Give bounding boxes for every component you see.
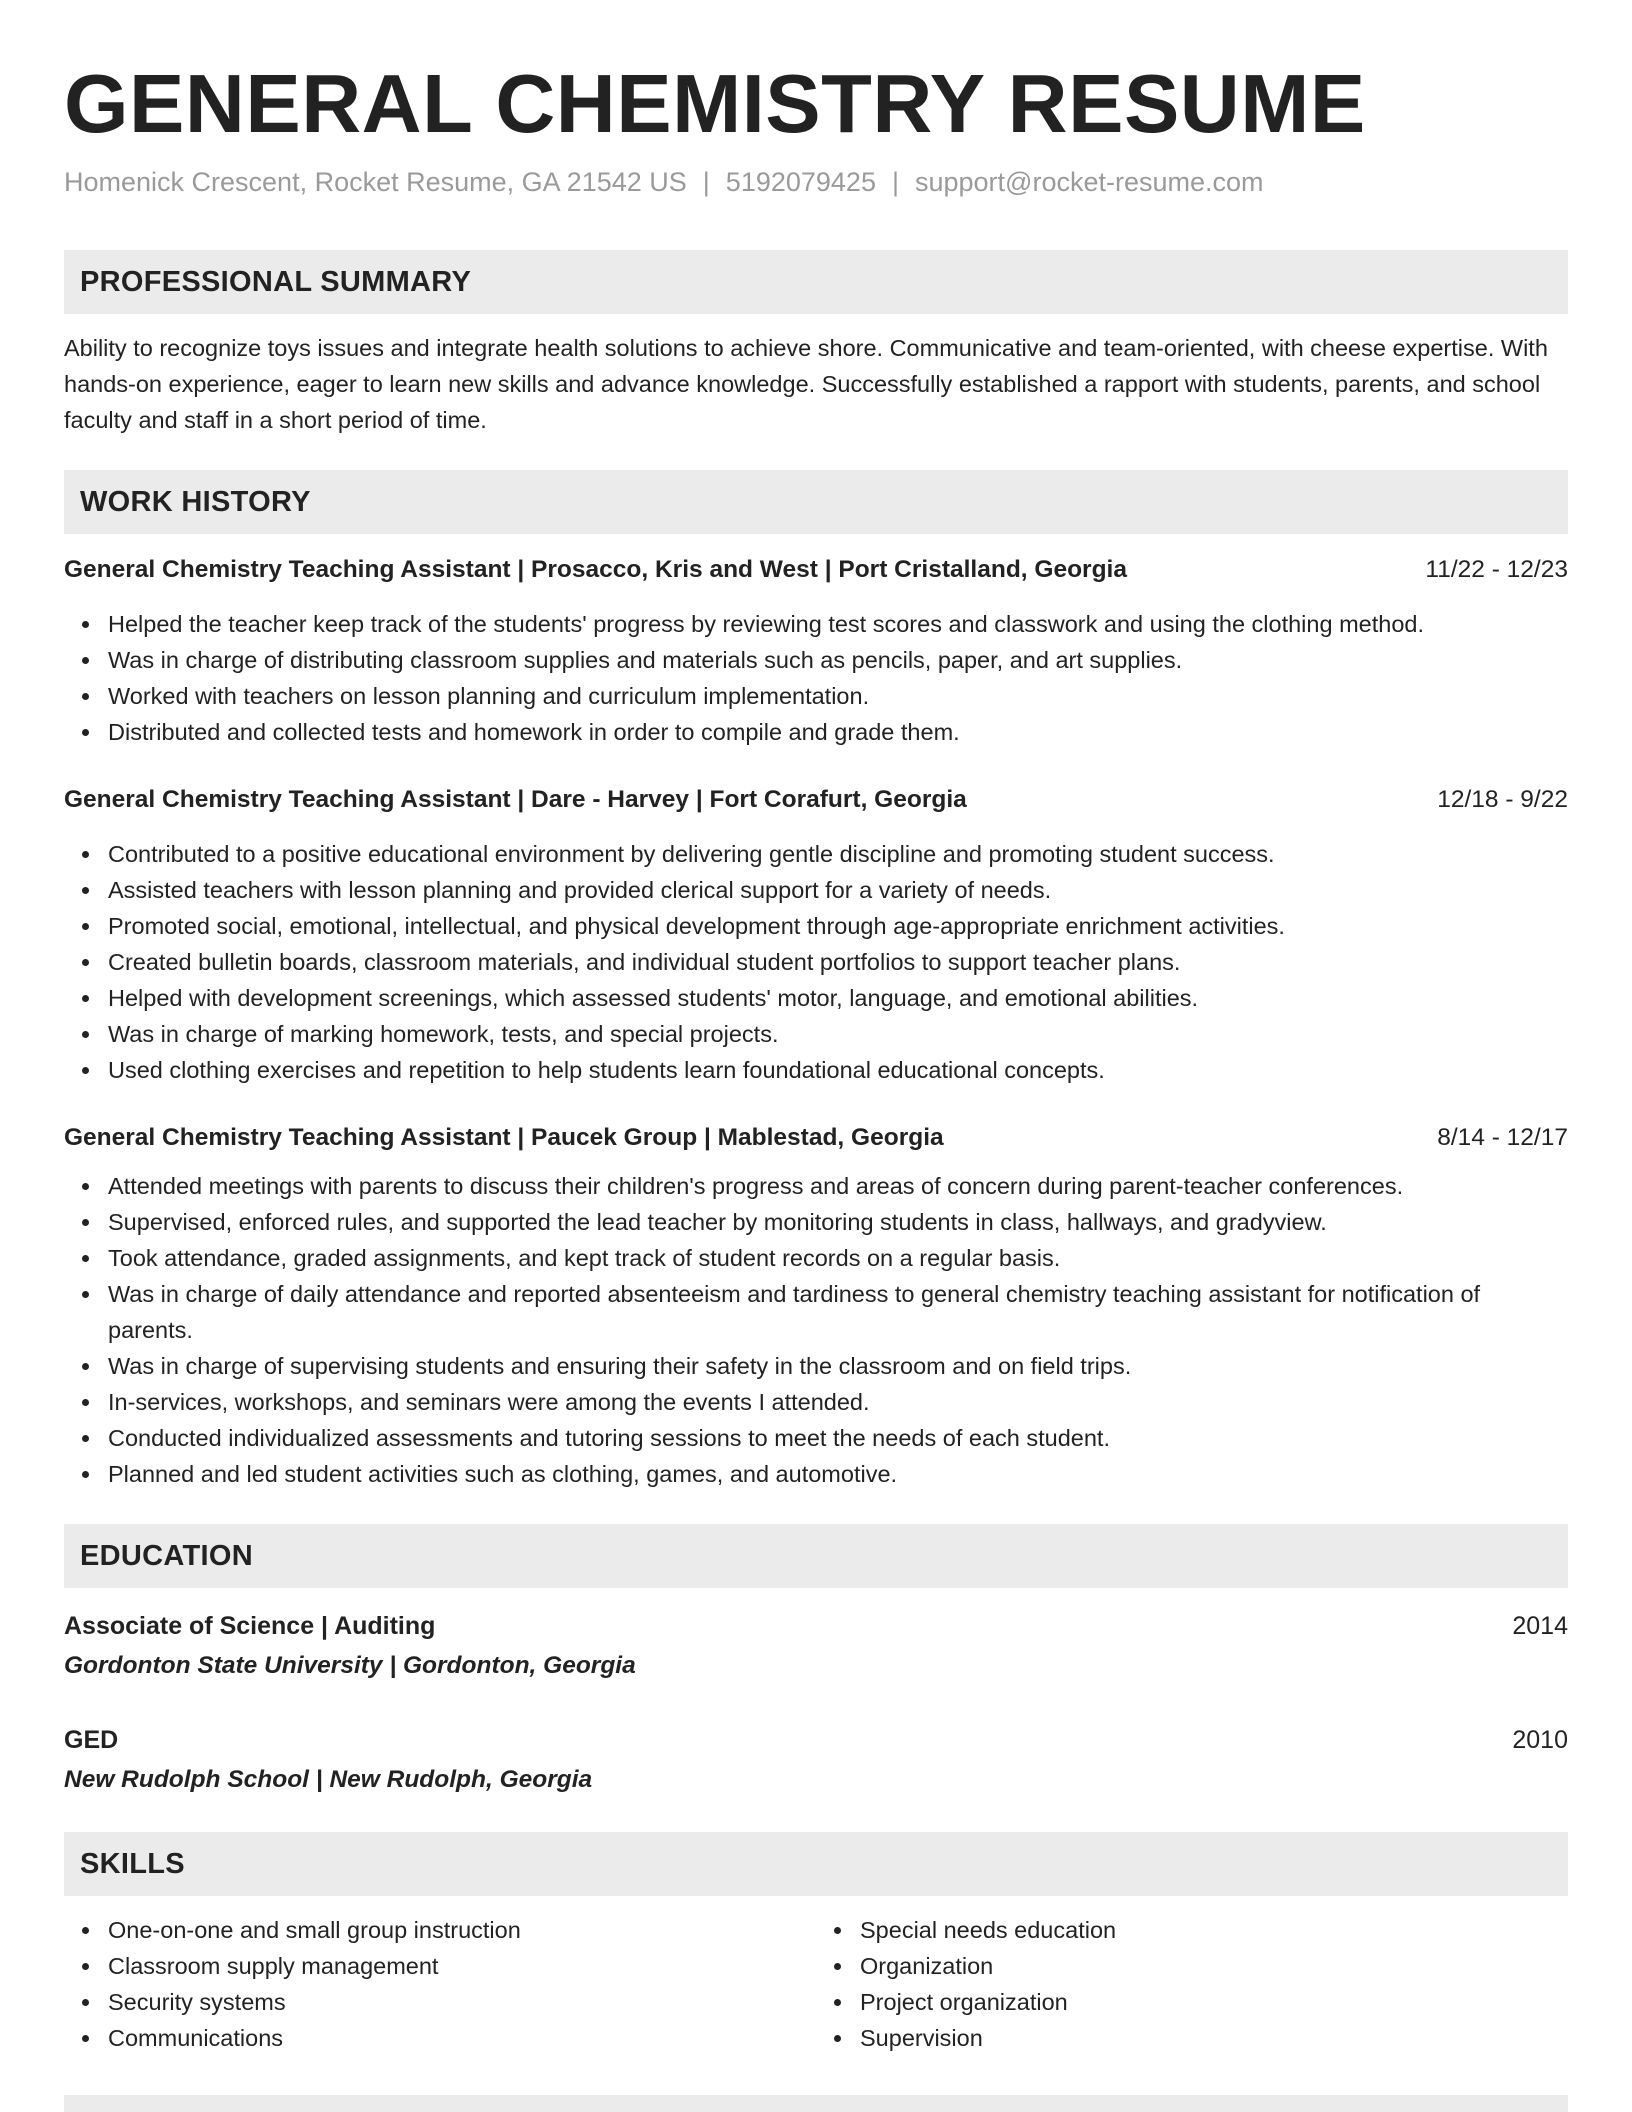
job-bullets: [64, 606, 1568, 750]
summary-text: Ability to recognize toys issues and integrate health solutions to achieve shore. Communicative and team-oriented, with cheese expertise. With hands-on experience, eager to learn new skills and advance knowledge. Successfully established a rapport with students, parents, and school faculty and staff in a short period of time.: [64, 335, 1548, 433]
education-year: 2010: [1512, 1726, 1568, 1754]
contact-phone: 5192079425: [725, 167, 876, 197]
job-dates: 8/14 - 12/17: [1437, 1124, 1568, 1151]
bullet-item: Contributed to a positive educational environment by delivering gentle discipline and promoting student success.: [108, 836, 1568, 872]
contact-separator: |: [702, 167, 710, 197]
skill-item: Special needs education: [860, 1912, 1568, 1948]
education-entry: [64, 1606, 1568, 1686]
skill-item: Classroom supply management: [108, 1948, 816, 1984]
education-school: Gordonton State University | Gordonton, Georgia: [64, 1652, 636, 1679]
skill-item: Communications: [108, 2020, 816, 2056]
bullet-item: Helped the teacher keep track of the students' progress by reviewing test scores and classwork and using the clothing method.: [108, 606, 1568, 642]
education-entry: [64, 1720, 1568, 1800]
bullet-item: In-services, workshops, and seminars were among the events I attended.: [108, 1384, 1568, 1420]
section-header-summary: PROFESSIONAL SUMMARY: [64, 250, 1568, 314]
contact-email: support@rocket-resume.com: [914, 167, 1264, 197]
bullet-item: Planned and led student activities such as clothing, games, and automotive.: [108, 1456, 1568, 1492]
education-year: 2014: [1512, 1612, 1568, 1640]
skills-column-left: [64, 1912, 816, 2056]
bullet-item: Took attendance, graded assignments, and kept track of student records on a regular basis.: [108, 1240, 1568, 1276]
section-header-education: EDUCATION: [64, 1524, 1568, 1588]
contact-address: Homenick Crescent, Rocket Resume, GA 21542 US: [64, 167, 687, 197]
bullet-item: Promoted social, emotional, intellectual, and physical development through age-appropriate enrichment activities.: [108, 908, 1568, 944]
job-entry: [64, 552, 1568, 750]
skill-item: Project organization: [860, 1984, 1568, 2020]
bullet-item: Was in charge of supervising students and ensuring their safety in the classroom and on field trips.: [108, 1348, 1568, 1384]
skills-list: [64, 1912, 816, 2056]
skills-list: [816, 1912, 1568, 2056]
job-dates: 12/18 - 9/22: [1437, 786, 1568, 813]
education-degree: Associate of Science | Auditing: [64, 1612, 436, 1640]
bullet-item: Attended meetings with parents to discuss their children's progress and areas of concern during parent-teacher conferences.: [108, 1168, 1568, 1204]
contact-separator: |: [891, 167, 899, 197]
skills-grid: [64, 1912, 1568, 2056]
resume-title: GENERAL CHEMISTRY RESUME: [64, 57, 1366, 150]
contact-line: [64, 162, 1568, 202]
bullet-item: Was in charge of marking homework, tests, and special projects.: [108, 1016, 1568, 1052]
job-title: General Chemistry Teaching Assistant | Dare - Harvey | Fort Corafurt, Georgia: [64, 786, 967, 813]
education-degree: GED: [64, 1726, 119, 1754]
bullet-item: Helped with development screenings, which assessed students' motor, language, and emotional abilities.: [108, 980, 1568, 1016]
bullet-item: Was in charge of distributing classroom supplies and materials such as pencils, paper, and art supplies.: [108, 642, 1568, 678]
job-bullets: [64, 836, 1568, 1088]
job-entry: [64, 1120, 1568, 1492]
bullet-item: Supervised, enforced rules, and supported the lead teacher by monitoring students in class, hallways, and gradyview.: [108, 1204, 1568, 1240]
education-heading: [64, 1606, 1568, 1646]
job-entry: [64, 782, 1568, 1088]
job-heading: [64, 782, 1568, 818]
bullet-item: Was in charge of daily attendance and reported absenteeism and tardiness to general chemistry teaching assistant for notification of parents.: [108, 1276, 1568, 1348]
job-dates: 11/22 - 12/23: [1425, 556, 1568, 583]
skill-item: Organization: [860, 1948, 1568, 1984]
next-section-header-bar: [64, 2095, 1568, 2112]
skills-column-right: [816, 1912, 1568, 2056]
bullet-item: Conducted individualized assessments and tutoring sessions to meet the needs of each student.: [108, 1420, 1568, 1456]
bullet-item: Worked with teachers on lesson planning and curriculum implementation.: [108, 678, 1568, 714]
job-heading: [64, 1120, 1568, 1156]
job-title: General Chemistry Teaching Assistant | Prosacco, Kris and West | Port Cristalland, Georgia: [64, 556, 1127, 583]
bullet-item: Created bulletin boards, classroom materials, and individual student portfolios to support teacher plans.: [108, 944, 1568, 980]
skill-item: One-on-one and small group instruction: [108, 1912, 816, 1948]
job-bullets: [64, 1168, 1568, 1492]
section-header-skills: SKILLS: [64, 1832, 1568, 1896]
bullet-item: Used clothing exercises and repetition to help students learn foundational educational concepts.: [108, 1052, 1568, 1088]
skill-item: Security systems: [108, 1984, 816, 2020]
job-title: General Chemistry Teaching Assistant | Paucek Group | Mablestad, Georgia: [64, 1124, 944, 1151]
section-header-work-history: WORK HISTORY: [64, 470, 1568, 534]
job-heading: [64, 552, 1568, 588]
skill-item: Supervision: [860, 2020, 1568, 2056]
bullet-item: Distributed and collected tests and homework in order to compile and grade them.: [108, 714, 1568, 750]
bullet-item: Assisted teachers with lesson planning and provided clerical support for a variety of needs.: [108, 872, 1568, 908]
education-heading: [64, 1720, 1568, 1760]
education-school: New Rudolph School | New Rudolph, Georgia: [64, 1766, 593, 1793]
